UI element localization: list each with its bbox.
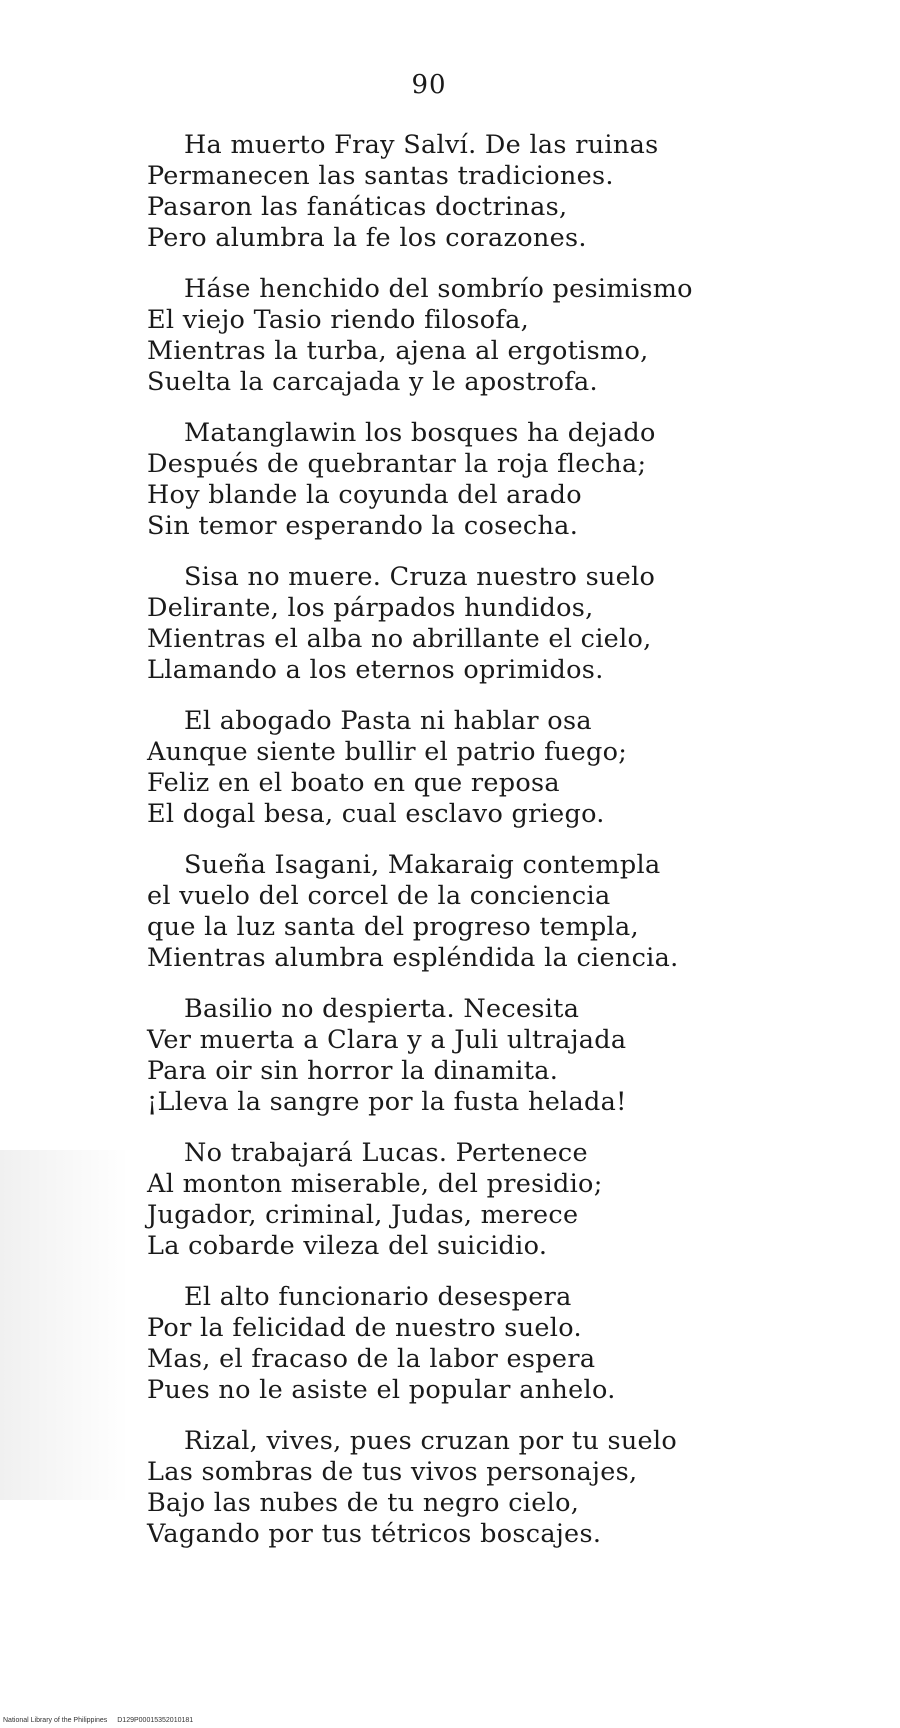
poem-line: Sin temor esperando la cosecha. [147, 511, 579, 541]
footer-id: D129P00015352010181 [117, 1717, 194, 1724]
poem-line: Por la felicidad de nuestro suelo. [147, 1313, 582, 1343]
poem-line: Matanglawin los bosques ha dejado [184, 418, 656, 448]
poem-line: Mientras la turba, ajena al ergotismo, [147, 336, 649, 366]
stanza [147, 562, 767, 686]
stanza [147, 850, 767, 974]
poem-line: Mientras alumbra espléndida la ciencia. [147, 943, 679, 973]
poem-line: No trabajará Lucas. Pertenece [184, 1138, 588, 1168]
stanza [147, 1282, 767, 1406]
poem-line: Sisa no muere. Cruza nuestro suelo [184, 562, 656, 592]
page-number: 90 [411, 70, 447, 100]
stanza [147, 130, 767, 254]
poem-line: que la luz santa del progreso templa, [147, 912, 639, 942]
poem-line: Al monton miserable, del presidio; [147, 1169, 603, 1199]
poem-line: El dogal besa, cual esclavo griego. [147, 799, 605, 829]
poem-line: Ver muerta a Clara y a Juli ultrajada [147, 1025, 627, 1055]
poem-line: Suelta la carcajada y le apostrofa. [147, 367, 598, 397]
poem-line: Jugador, criminal, Judas, merece [147, 1200, 579, 1230]
poem-line: La cobarde vileza del suicidio. [147, 1231, 548, 1261]
poem-line: Después de quebrantar la roja flecha; [147, 449, 647, 479]
poem-line: El viejo Tasio riendo filosofa, [147, 305, 530, 335]
poem-line: Delirante, los párpados hundidos, [147, 593, 594, 623]
poem-line: el vuelo del corcel de la conciencia [147, 881, 611, 911]
poem-line: Mientras el alba no abrillante el cielo, [147, 624, 652, 654]
poem-line: Las sombras de tus vivos personajes, [147, 1457, 638, 1487]
poem-line: Basilio no despierta. Necesita [184, 994, 580, 1024]
poem-line: Sueña Isagani, Makaraig contempla [184, 850, 661, 880]
poem-line: Pues no le asiste el popular anhelo. [147, 1375, 616, 1405]
poem-line: Ha muerto Fray Salví. De las ruinas [184, 130, 659, 160]
poem-line: ¡Lleva la sangre por la fusta helada! [147, 1087, 627, 1117]
stanza [147, 274, 767, 398]
poem-line: Feliz en el boato en que reposa [147, 768, 560, 798]
poem-line: Llamando a los eternos oprimidos. [147, 655, 604, 685]
poem-line: Pasaron las fanáticas doctrinas, [147, 192, 568, 222]
poem-line: Hoy blande la coyunda del arado [147, 480, 582, 510]
poem-line: El alto funcionario desespera [184, 1282, 572, 1312]
stanza [147, 1138, 767, 1262]
poem-line: Bajo las nubes de tu negro cielo, [147, 1488, 580, 1518]
footer-scan-credit [3, 1717, 193, 1724]
poem-line: Permanecen las santas tradiciones. [147, 161, 614, 191]
poem-line: Aunque siente bullir el patrio fuego; [147, 737, 628, 767]
poem-line: El abogado Pasta ni hablar osa [184, 706, 592, 736]
poem-line: Rizal, vives, pues cruzan por tu suelo [184, 1426, 678, 1456]
scan-shadow [0, 1150, 130, 1500]
stanza [147, 1426, 767, 1550]
stanza [147, 994, 767, 1118]
poem-line: Háse henchido del sombrío pesimismo [184, 274, 693, 304]
stanza [147, 418, 767, 542]
footer-library: National Library of the Philippines [3, 1717, 108, 1724]
poem-line: Para oir sin horror la dinamita. [147, 1056, 559, 1086]
stanza [147, 706, 767, 830]
poem [147, 130, 767, 1570]
poem-line: Mas, el fracaso de la labor espera [147, 1344, 596, 1374]
poem-line: Pero alumbra la fe los corazones. [147, 223, 587, 253]
poem-line: Vagando por tus tétricos boscajes. [147, 1519, 602, 1549]
